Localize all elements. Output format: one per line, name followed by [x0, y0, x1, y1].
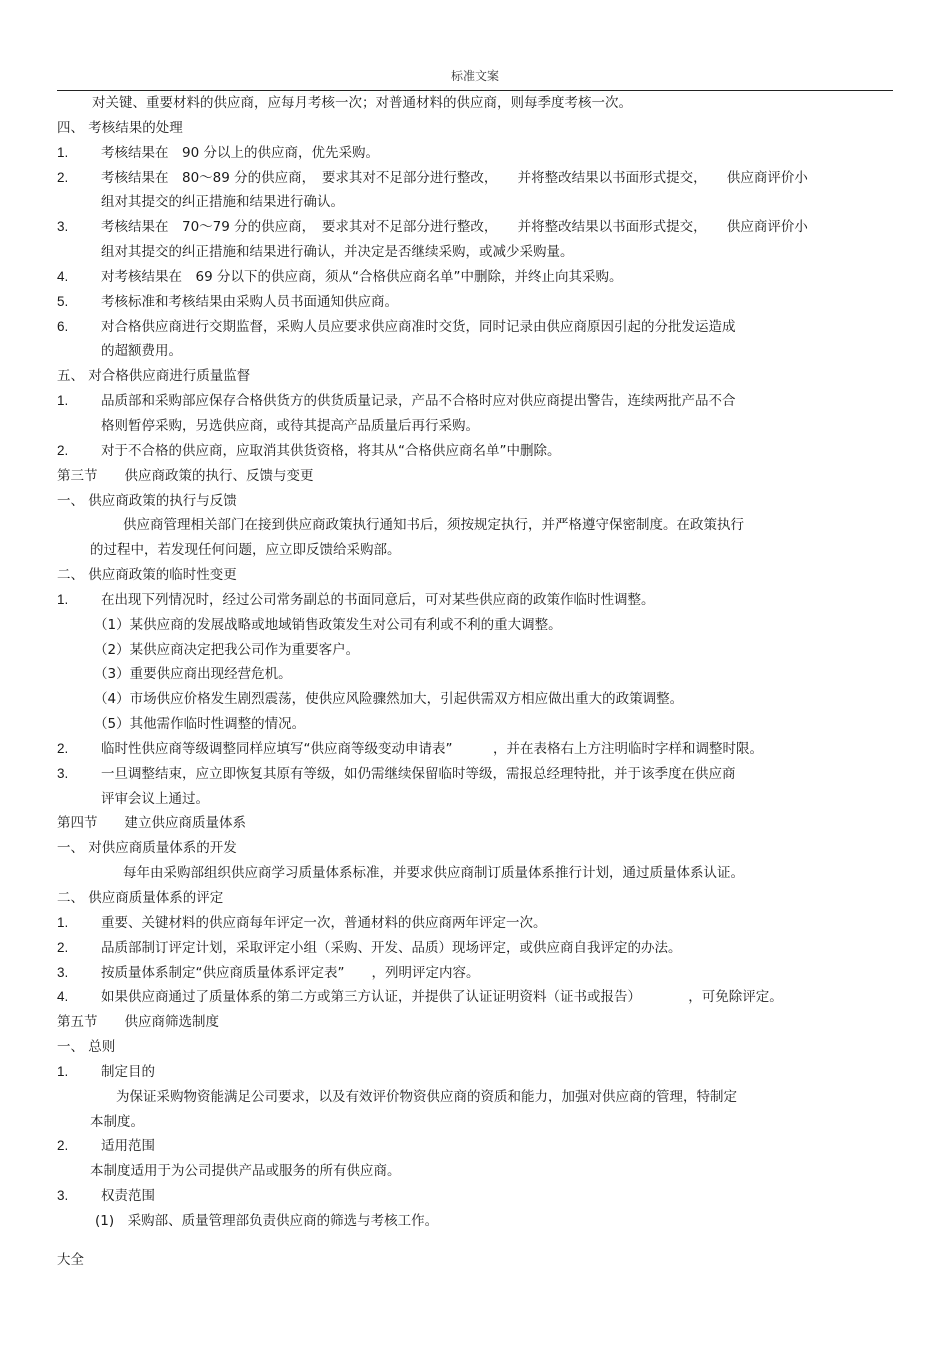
text-line — [57, 613, 893, 638]
text-line — [57, 737, 893, 762]
list-number: 4. — [57, 989, 69, 1005]
text-line — [57, 414, 893, 439]
text-line — [57, 985, 893, 1010]
list-number: 2. — [57, 939, 69, 955]
list-number: 5. — [57, 293, 69, 309]
document-body — [57, 91, 893, 1234]
text-line — [57, 265, 893, 290]
line-text: 一旦调整结束，应立即恢复其原有等级，如仍需继续保留临时等级，需报总经理特批，并于该季度在供应商 — [101, 765, 736, 782]
line-text: 适用范围 — [101, 1138, 155, 1155]
text-line — [57, 911, 893, 936]
text-line — [57, 240, 893, 265]
line-text: 的过程中，若发现任何问题，应立即反馈给采购部。 — [90, 542, 401, 559]
list-number: 3. — [57, 964, 69, 980]
line-text: （2）某供应商决定把我公司作为重要客户。 — [94, 641, 360, 658]
text-line — [57, 1060, 893, 1085]
line-text: 本制度。 — [90, 1113, 144, 1130]
line-text: 组对其提交的纠正措施和结果进行确认。 — [101, 194, 344, 211]
line-text: 重要、关键材料的供应商每年评定一次，普通材料的供应商两年评定一次。 — [101, 914, 547, 931]
line-text: 每年由采购部组织供应商学习质量体系标准，并要求供应商制订质量体系推行计划，通过质量体系认证。 — [123, 865, 744, 882]
text-line — [57, 1209, 893, 1234]
line-text: 为保证采购物资能满足公司要求，以及有效评价物资供应商的资质和能力，加强对供应商的管理，特制定 — [116, 1088, 737, 1105]
text-line — [57, 662, 893, 687]
line-text: 考核结果在 90 分以上的供应商，优先采购。 — [101, 144, 379, 161]
line-text: 第五节 供应商筛选制度 — [57, 1014, 219, 1031]
line-text: 本制度适用于为公司提供产品或服务的所有供应商。 — [90, 1163, 401, 1180]
line-text: 品质部和采购部应保存合格供货方的供货质量记录，产品不合格时应对供应商提出警告，连续两批产品不合 — [101, 393, 736, 410]
text-line — [57, 836, 893, 861]
text-line — [57, 936, 893, 961]
line-text: 考核结果在 70～79 分的供应商， 要求其对不足部分进行整改， 并将整改结果以书面形式提交， 供应商评价小 — [101, 219, 808, 236]
line-text: 对于不合格的供应商，应取消其供货资格，将其从“合格供应商名单”中删除。 — [101, 442, 561, 459]
line-text: 一、 对供应商质量体系的开发 — [57, 840, 237, 857]
line-text: 对合格供应商进行交期监督，采购人员应要求供应商准时交货，同时记录由供应商原因引起的分批发运造成 — [101, 318, 736, 335]
list-number: 3. — [57, 219, 69, 235]
text-line — [57, 1110, 893, 1135]
line-text: 按质量体系制定“供应商质量体系评定表” ，列明评定内容。 — [101, 964, 480, 981]
line-text: （4）市场供应价格发生剧烈震荡，使供应风险骤然加大，引起供需双方相应做出重大的政策调整。 — [94, 691, 684, 708]
text-line — [57, 1159, 893, 1184]
text-line — [57, 712, 893, 737]
line-text: 第三节 供应商政策的执行、反馈与变更 — [57, 467, 314, 484]
text-line — [57, 861, 893, 886]
text-line — [57, 190, 893, 215]
text-line — [57, 166, 893, 191]
text-line — [57, 464, 893, 489]
list-number: 1. — [57, 144, 69, 160]
line-text: 在出现下列情况时，经过公司常务副总的书面同意后，可对某些供应商的政策作临时性调整。 — [101, 591, 655, 608]
text-line — [57, 364, 893, 389]
text-line — [57, 215, 893, 240]
line-text: 权责范围 — [101, 1188, 155, 1205]
list-number: 1. — [57, 591, 69, 607]
line-text: 的超额费用。 — [101, 343, 182, 360]
list-number: 4. — [57, 268, 69, 284]
text-line — [57, 787, 893, 812]
line-text: 组对其提交的纠正措施和结果进行确认，并决定是否继续采购，或减少采购量。 — [101, 244, 574, 261]
list-number: 2. — [57, 169, 69, 185]
line-text: （3）重要供应商出现经营危机。 — [94, 666, 292, 683]
line-text: 对关键、重要材料的供应商，应每月考核一次；对普通材料的供应商，则每季度考核一次。 — [92, 95, 632, 111]
list-number: 2. — [57, 740, 69, 756]
line-text: 临时性供应商等级调整同样应填写“供应商等级变动申请表” ，并在表格右上方注明临时字样和调整时限。 — [101, 740, 763, 757]
text-line — [57, 1035, 893, 1060]
line-text: (1) 采购部、质量管理部负责供应商的筛选与考核工作。 — [95, 1212, 439, 1229]
line-text: 二、 供应商政策的临时性变更 — [57, 567, 237, 584]
line-text: 对考核结果在 69 分以下的供应商，须从“合格供应商名单”中删除，并终止向其采购。 — [101, 268, 623, 285]
line-text: 供应商管理相关部门在接到供应商政策执行通知书后，须按规定执行，并严格遵守保密制度。在政策执行 — [123, 517, 744, 534]
text-line — [57, 961, 893, 986]
list-number: 3. — [57, 765, 69, 781]
text-line — [57, 513, 893, 538]
text-line — [57, 1134, 893, 1159]
line-text: 四、 考核结果的处理 — [57, 119, 183, 136]
text-line — [57, 1184, 893, 1209]
text-line — [57, 687, 893, 712]
text-line — [57, 638, 893, 663]
text-line — [57, 1010, 893, 1035]
line-text: 一、 供应商政策的执行与反馈 — [57, 492, 237, 509]
line-text: 格则暂停采购，另选供应商，或待其提高产品质量后再行采购。 — [101, 417, 479, 434]
text-line — [57, 1085, 893, 1110]
line-text: 品质部制订评定计划，采取评定小组（采购、开发、品质）现场评定，或供应商自我评定的办法。 — [101, 939, 682, 956]
line-text: （5）其他需作临时性调整的情况。 — [94, 716, 306, 733]
line-text: 一、 总则 — [57, 1039, 116, 1056]
line-text: 二、 供应商质量体系的评定 — [57, 890, 224, 906]
text-line — [57, 315, 893, 340]
list-number: 1. — [57, 914, 69, 930]
text-line — [57, 389, 893, 414]
text-line — [57, 439, 893, 464]
text-line — [57, 141, 893, 166]
line-text: （1）某供应商的发展战略或地域销售政策发生对公司有利或不利的重大调整。 — [94, 616, 562, 633]
line-text: 如果供应商通过了质量体系的第二方或第三方认证，并提供了认证证明资料（证书或报告） ，可免除评定。 — [101, 989, 783, 1006]
page-header: 标准文案 — [450, 69, 499, 83]
line-text: 第四节 建立供应商质量体系 — [57, 815, 246, 832]
list-number: 6. — [57, 318, 69, 334]
text-line — [57, 588, 893, 613]
text-line — [57, 762, 893, 787]
list-number: 1. — [57, 1063, 69, 1079]
text-line — [57, 538, 893, 563]
text-line — [57, 886, 893, 911]
page-footer: 大全 — [57, 1252, 84, 1268]
list-number: 3. — [57, 1188, 69, 1204]
text-line — [57, 489, 893, 514]
list-number: 1. — [57, 393, 69, 409]
text-line — [57, 563, 893, 588]
list-number: 2. — [57, 442, 69, 458]
line-text: 五、 对合格供应商进行质量监督 — [57, 368, 251, 385]
text-line — [57, 811, 893, 836]
line-text: 评审会议上通过。 — [101, 790, 209, 807]
text-line — [57, 339, 893, 364]
text-line — [57, 91, 893, 116]
line-text: 考核标准和考核结果由采购人员书面通知供应商。 — [101, 293, 398, 310]
text-line — [57, 290, 893, 315]
line-text: 考核结果在 80～89 分的供应商， 要求其对不足部分进行整改， 并将整改结果以书面形式提交， 供应商评价小 — [101, 169, 808, 186]
text-line — [57, 116, 893, 141]
list-number: 2. — [57, 1138, 69, 1154]
line-text: 制定目的 — [101, 1063, 155, 1080]
